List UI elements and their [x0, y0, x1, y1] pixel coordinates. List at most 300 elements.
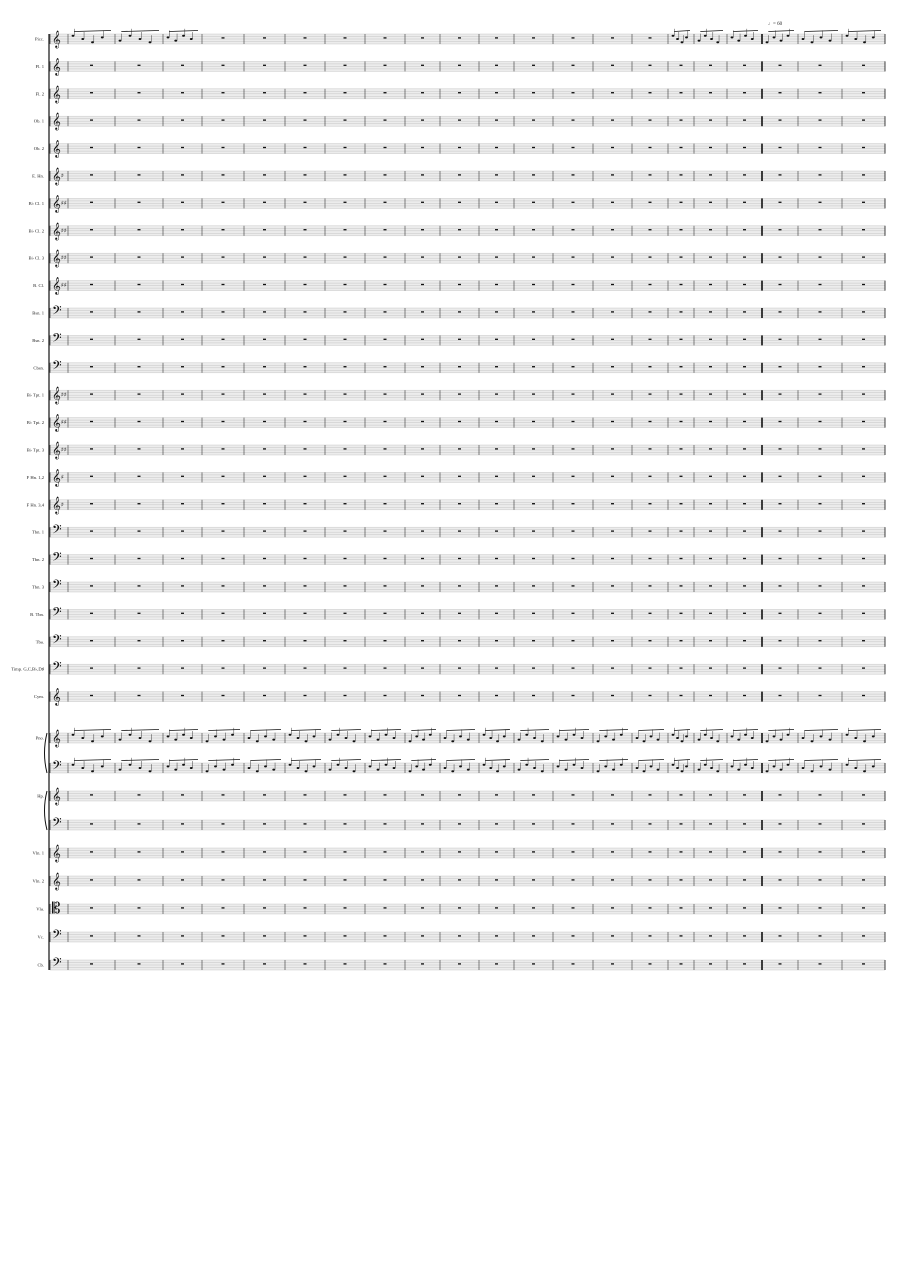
whole-rest: [611, 202, 614, 203]
whole-rest: [181, 935, 184, 936]
note-head: [650, 735, 653, 737]
beam: [638, 760, 664, 761]
whole-rest: [421, 92, 424, 93]
whole-rest: [495, 284, 498, 285]
whole-rest: [611, 147, 614, 148]
note-head: [81, 38, 84, 40]
whole-rest: [304, 585, 307, 586]
whole-rest: [458, 366, 461, 367]
note-head: [854, 737, 857, 739]
whole-rest: [458, 667, 461, 668]
whole-rest: [611, 963, 614, 964]
beam: [559, 760, 589, 761]
note-head: [737, 769, 740, 771]
whole-rest: [344, 667, 347, 668]
whole-rest: [384, 92, 387, 93]
note-head: [149, 740, 152, 742]
whole-rest: [181, 613, 184, 614]
whole-rest: [680, 851, 683, 852]
staff: [33, 277, 885, 295]
whole-rest: [304, 935, 307, 936]
treble-clef-icon: 𝄞: [52, 413, 61, 432]
note-head: [744, 764, 747, 766]
note-head: [737, 739, 740, 741]
staff: [32, 167, 885, 185]
staff: [36, 899, 885, 917]
whole-rest: [304, 366, 307, 367]
whole-rest: [421, 421, 424, 422]
whole-rest: [819, 311, 822, 312]
note-head: [167, 36, 170, 38]
note-head: [698, 739, 701, 741]
whole-rest: [743, 585, 746, 586]
whole-rest: [532, 963, 535, 964]
whole-rest: [862, 311, 865, 312]
whole-rest: [138, 421, 141, 422]
note-head: [385, 764, 388, 766]
note-head: [604, 765, 607, 767]
note-head: [518, 739, 521, 741]
note-head: [811, 740, 814, 742]
instrument-label: Pno.: [35, 735, 44, 741]
whole-rest: [709, 558, 712, 559]
whole-rest: [421, 339, 424, 340]
treble-clef-icon: 𝄞: [52, 249, 61, 268]
bass-clef-icon: 𝄢: [52, 604, 62, 623]
whole-rest: [649, 585, 652, 586]
whole-rest: [263, 585, 266, 586]
treble-clef-icon: 𝄞: [52, 844, 61, 862]
whole-rest: [779, 229, 782, 230]
whole-rest: [779, 503, 782, 504]
beam: [599, 730, 628, 731]
instrument-label: Tba.: [35, 639, 44, 645]
note-head: [573, 764, 576, 766]
beam: [700, 760, 723, 761]
whole-rest: [90, 202, 93, 203]
note-head: [353, 770, 356, 772]
note-head: [698, 769, 701, 771]
staff: [37, 955, 885, 973]
note-head: [101, 735, 104, 737]
whole-rest: [680, 147, 683, 148]
note-head: [650, 765, 653, 767]
note-head: [672, 734, 675, 736]
whole-rest: [862, 256, 865, 257]
note-head: [744, 734, 747, 736]
whole-rest: [743, 448, 746, 449]
whole-rest: [138, 695, 141, 696]
note-head: [704, 35, 707, 37]
whole-rest: [611, 851, 614, 852]
whole-rest: [421, 393, 424, 394]
whole-rest: [532, 823, 535, 824]
whole-rest: [495, 174, 498, 175]
whole-rest: [649, 339, 652, 340]
whole-rest: [458, 147, 461, 148]
beam: [74, 760, 111, 761]
whole-rest: [344, 202, 347, 203]
whole-rest: [495, 37, 498, 38]
whole-rest: [779, 935, 782, 936]
whole-rest: [779, 147, 782, 148]
whole-rest: [572, 393, 575, 394]
whole-rest: [779, 65, 782, 66]
whole-rest: [138, 174, 141, 175]
whole-rest: [304, 823, 307, 824]
whole-rest: [532, 907, 535, 908]
note-head: [581, 737, 584, 739]
whole-rest: [779, 640, 782, 641]
whole-rest: [779, 284, 782, 285]
whole-rest: [862, 229, 865, 230]
treble-clef-icon: 𝄞: [52, 57, 61, 76]
whole-rest: [532, 879, 535, 880]
note-head: [129, 764, 132, 766]
whole-rest: [572, 37, 575, 38]
note-head: [872, 36, 875, 38]
whole-rest: [680, 935, 683, 936]
whole-rest: [649, 202, 652, 203]
treble-clef-icon: 𝄞: [52, 729, 61, 747]
note-head: [91, 770, 94, 772]
whole-rest: [222, 640, 225, 641]
whole-rest: [138, 613, 141, 614]
note-head: [737, 40, 740, 42]
whole-rest: [181, 92, 184, 93]
whole-rest: [680, 667, 683, 668]
treble-clef-icon: 𝄞: [52, 495, 61, 514]
whole-rest: [572, 65, 575, 66]
whole-rest: [819, 339, 822, 340]
whole-rest: [421, 503, 424, 504]
whole-rest: [421, 823, 424, 824]
whole-rest: [138, 530, 141, 531]
whole-rest: [649, 794, 652, 795]
whole-rest: [649, 667, 652, 668]
note-head: [101, 36, 104, 38]
whole-rest: [611, 421, 614, 422]
note-head: [167, 735, 170, 737]
note-head: [459, 735, 462, 737]
staff: [33, 844, 885, 862]
whole-rest: [181, 311, 184, 312]
whole-rest: [572, 476, 575, 477]
whole-rest: [458, 585, 461, 586]
beam: [371, 760, 401, 761]
whole-rest: [344, 284, 347, 285]
whole-rest: [263, 65, 266, 66]
whole-rest: [181, 823, 184, 824]
whole-rest: [90, 256, 93, 257]
note-head: [565, 769, 568, 771]
whole-rest: [222, 147, 225, 148]
whole-rest: [263, 37, 266, 38]
whole-rest: [181, 879, 184, 880]
whole-rest: [532, 119, 535, 120]
whole-rest: [709, 119, 712, 120]
note-head: [773, 765, 776, 767]
whole-rest: [862, 65, 865, 66]
whole-rest: [344, 421, 347, 422]
note-head: [751, 767, 754, 769]
whole-rest: [680, 695, 683, 696]
whole-rest: [222, 119, 225, 120]
whole-rest: [421, 202, 424, 203]
whole-rest: [532, 530, 535, 531]
whole-rest: [263, 92, 266, 93]
whole-rest: [779, 202, 782, 203]
note-head: [636, 737, 639, 739]
staff: [27, 496, 885, 514]
whole-rest: [572, 530, 575, 531]
instrument-label: Vc.: [37, 934, 44, 940]
whole-rest: [458, 530, 461, 531]
beam: [169, 760, 198, 761]
whole-rest: [611, 366, 614, 367]
whole-rest: [862, 503, 865, 504]
whole-rest: [421, 448, 424, 449]
whole-rest: [709, 907, 712, 908]
bass-clef-icon: 𝄢: [52, 357, 62, 376]
whole-rest: [709, 851, 712, 852]
whole-rest: [304, 794, 307, 795]
whole-rest: [611, 339, 614, 340]
whole-rest: [779, 667, 782, 668]
whole-rest: [263, 907, 266, 908]
whole-rest: [611, 229, 614, 230]
staff: [34, 112, 885, 130]
whole-rest: [304, 530, 307, 531]
whole-rest: [819, 92, 822, 93]
whole-rest: [421, 476, 424, 477]
note-head: [541, 770, 544, 772]
whole-rest: [344, 366, 347, 367]
whole-rest: [819, 585, 822, 586]
whole-rest: [779, 823, 782, 824]
whole-rest: [458, 558, 461, 559]
whole-rest: [384, 202, 387, 203]
whole-rest: [181, 202, 184, 203]
instrument-label: Tbn. 2: [32, 557, 44, 563]
whole-rest: [495, 851, 498, 852]
whole-rest: [222, 284, 225, 285]
whole-rest: [222, 585, 225, 586]
whole-rest: [263, 851, 266, 852]
whole-rest: [263, 935, 266, 936]
whole-rest: [611, 823, 614, 824]
whole-rest: [709, 794, 712, 795]
note-head: [459, 765, 462, 767]
whole-rest: [743, 92, 746, 93]
whole-rest: [90, 311, 93, 312]
key-signature: ♯♯: [61, 254, 67, 262]
whole-rest: [532, 503, 535, 504]
staff: [27, 441, 885, 459]
whole-rest: [779, 963, 782, 964]
whole-rest: [862, 92, 865, 93]
whole-rest: [743, 879, 746, 880]
note-head: [190, 767, 193, 769]
whole-rest: [862, 119, 865, 120]
whole-rest: [263, 640, 266, 641]
brace-icon: [45, 733, 48, 773]
note-head: [573, 734, 576, 736]
note-head: [503, 765, 506, 767]
whole-rest: [421, 311, 424, 312]
whole-rest: [779, 119, 782, 120]
whole-rest: [532, 366, 535, 367]
whole-rest: [779, 393, 782, 394]
note-head: [206, 740, 209, 742]
note-head: [612, 739, 615, 741]
whole-rest: [138, 256, 141, 257]
instrument-label: Ob. 1: [33, 118, 44, 124]
whole-rest: [90, 935, 93, 936]
whole-rest: [709, 174, 712, 175]
whole-rest: [90, 585, 93, 586]
whole-rest: [344, 558, 347, 559]
beam: [250, 760, 281, 761]
note-head: [119, 739, 122, 741]
whole-rest: [458, 879, 461, 880]
note-head: [139, 38, 142, 40]
whole-rest: [181, 366, 184, 367]
whole-rest: [532, 229, 535, 230]
whole-rest: [572, 503, 575, 504]
whole-rest: [709, 366, 712, 367]
whole-rest: [304, 65, 307, 66]
whole-rest: [819, 794, 822, 795]
treble-clef-icon: 𝄞: [52, 787, 61, 805]
staff: [35, 29, 885, 48]
whole-rest: [611, 37, 614, 38]
whole-rest: [344, 476, 347, 477]
whole-rest: [138, 284, 141, 285]
note-head: [676, 737, 679, 739]
whole-rest: [181, 393, 184, 394]
note-head: [119, 40, 122, 42]
whole-rest: [532, 393, 535, 394]
staff: [30, 604, 885, 622]
whole-rest: [222, 366, 225, 367]
whole-rest: [572, 339, 575, 340]
note-head: [393, 767, 396, 769]
whole-rest: [532, 202, 535, 203]
whole-rest: [304, 284, 307, 285]
staff: [33, 358, 885, 376]
whole-rest: [344, 147, 347, 148]
instrument-label: F Hn. 3,4: [26, 502, 44, 508]
whole-rest: [779, 92, 782, 93]
tempo-marking: ♩= 60: [768, 22, 783, 27]
note-head: [766, 41, 769, 43]
whole-rest: [138, 393, 141, 394]
whole-rest: [263, 823, 266, 824]
whole-rest: [222, 92, 225, 93]
whole-rest: [819, 366, 822, 367]
treble-clef-icon: 𝄞: [52, 139, 61, 158]
note-head: [787, 35, 790, 37]
whole-rest: [611, 476, 614, 477]
note-head: [872, 735, 875, 737]
note-head: [751, 737, 754, 739]
note-head: [681, 41, 684, 43]
whole-rest: [384, 907, 387, 908]
note-head: [489, 767, 492, 769]
whole-rest: [680, 311, 683, 312]
whole-rest: [384, 393, 387, 394]
whole-rest: [779, 339, 782, 340]
whole-rest: [680, 794, 683, 795]
note-head: [214, 765, 217, 767]
beam: [331, 760, 361, 761]
whole-rest: [709, 695, 712, 696]
whole-rest: [819, 421, 822, 422]
treble-clef-icon: 𝄞: [52, 30, 61, 48]
whole-rest: [611, 794, 614, 795]
note-head: [565, 739, 568, 741]
whole-rest: [649, 823, 652, 824]
beam: [733, 730, 758, 731]
whole-rest: [743, 339, 746, 340]
note-head: [710, 38, 713, 40]
note-head: [313, 765, 316, 767]
instrument-label: B♭ Tpt. 3: [26, 447, 44, 453]
whole-rest: [779, 448, 782, 449]
beam: [411, 760, 436, 761]
instrument-label: Timp. G,C,B♭,D♯: [11, 666, 44, 672]
whole-rest: [138, 119, 141, 120]
note-head: [256, 770, 259, 772]
whole-rest: [743, 503, 746, 504]
whole-rest: [743, 558, 746, 559]
whole-rest: [649, 37, 652, 38]
whole-rest: [709, 393, 712, 394]
note-head: [337, 734, 340, 736]
whole-rest: [90, 640, 93, 641]
whole-rest: [709, 935, 712, 936]
whole-rest: [572, 963, 575, 964]
whole-rest: [458, 823, 461, 824]
whole-rest: [263, 794, 266, 795]
note-head: [716, 770, 719, 772]
whole-rest: [862, 476, 865, 477]
whole-rest: [384, 851, 387, 852]
whole-rest: [819, 476, 822, 477]
note-head: [557, 735, 560, 737]
whole-rest: [572, 92, 575, 93]
note-head: [829, 769, 832, 771]
whole-rest: [779, 256, 782, 257]
note-head: [313, 735, 316, 737]
whole-rest: [495, 530, 498, 531]
whole-rest: [819, 963, 822, 964]
whole-rest: [263, 284, 266, 285]
note-head: [345, 767, 348, 769]
staff: [32, 330, 885, 348]
whole-rest: [709, 92, 712, 93]
note-head: [643, 770, 646, 772]
whole-rest: [680, 613, 683, 614]
whole-rest: [344, 37, 347, 38]
whole-rest: [384, 65, 387, 66]
note-head: [272, 739, 275, 741]
beam: [74, 31, 111, 32]
whole-rest: [743, 794, 746, 795]
whole-rest: [304, 256, 307, 257]
whole-rest: [649, 851, 652, 852]
